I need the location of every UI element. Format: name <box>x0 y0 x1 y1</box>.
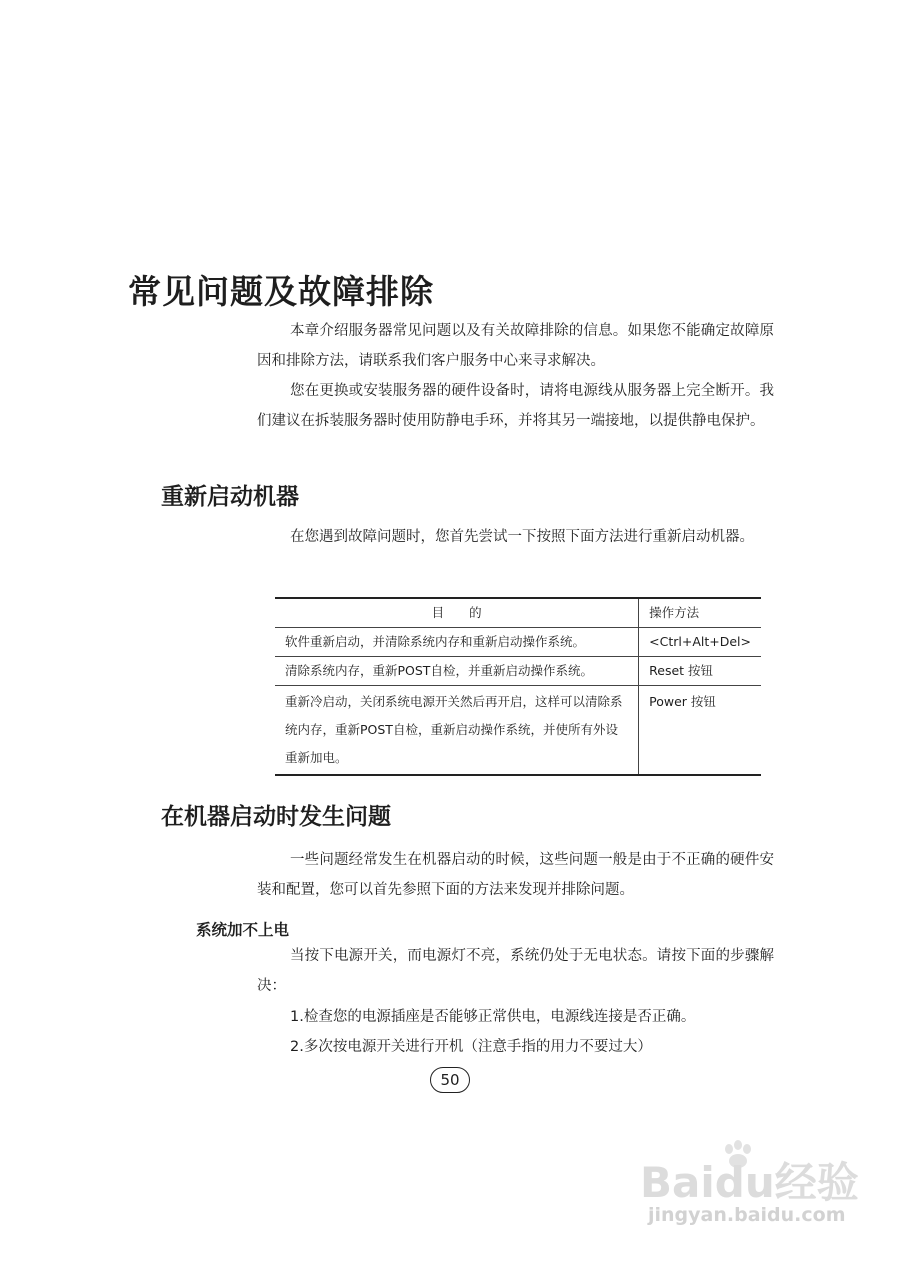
table-header-row <box>275 598 761 628</box>
table-cell-purpose: 清除系统内存，重新POST自检，并重新启动操作系统。 <box>275 657 639 686</box>
restart-paragraph: 在您遇到故障问题时，您首先尝试一下按照下面方法进行重新启动机器。 <box>290 529 754 545</box>
table-cell-method: <Ctrl+Alt+Del> <box>639 628 761 657</box>
no-power-paragraph: 当按下电源开关，而电源灯不亮，系统仍处于无电状态。请按下面的步骤解决： <box>257 948 774 994</box>
table-cell-method: Power 按钮 <box>639 686 761 776</box>
table-header-purpose: 目 的 <box>275 598 639 628</box>
table-cell-purpose: 重新冷启动，关闭系统电源开关然后再开启，这样可以清除系统内存，重新POST自检，重新启动操作系统，并使所有外设重新加电。 <box>275 686 639 776</box>
boot-paragraph: 一些问题经常发生在机器启动的时候，这些问题一般是由于不正确的硬件安装和配置，您可以首先参照下面的方法来发现并排除问题。 <box>257 852 774 898</box>
section-title-boot: 在机器启动时发生问题 <box>161 804 391 830</box>
table-row <box>275 628 761 657</box>
table-header-method: 操作方法 <box>639 598 761 628</box>
chapter-title: 常见问题及故障排除 <box>128 272 434 311</box>
intro-paragraph-2: 您在更换或安装服务器的硬件设备时，请将电源线从服务器上完全断开。我们建议在拆装服务器时使用防静电手环，并将其另一端接地，以提供静电保护。 <box>257 383 774 429</box>
table-cell-method: Reset 按钮 <box>639 657 761 686</box>
step-item-2: 2.多次按电源开关进行开机（注意手指的用力不要过大） <box>290 1039 652 1055</box>
watermark-logo: Baidu经验 <box>640 1158 859 1207</box>
subsection-title-no-power: 系统加不上电 <box>196 921 290 939</box>
page-number: 50 <box>430 1067 470 1093</box>
step-item-1: 1.检查您的电源插座是否能够正常供电，电源线连接是否正确。 <box>290 1009 696 1025</box>
restart-methods-table <box>275 597 761 776</box>
table-row <box>275 657 761 686</box>
section-title-restart: 重新启动机器 <box>161 484 299 510</box>
table-row <box>275 686 761 776</box>
intro-paragraph-1: 本章介绍服务器常见问题以及有关故障排除的信息。如果您不能确定故障原因和排除方法，请联系我们客户服务中心来寻求解决。 <box>257 323 774 369</box>
table-cell-purpose: 软件重新启动，并清除系统内存和重新启动操作系统。 <box>275 628 639 657</box>
watermark-url: jingyan.baidu.com <box>648 1204 846 1226</box>
